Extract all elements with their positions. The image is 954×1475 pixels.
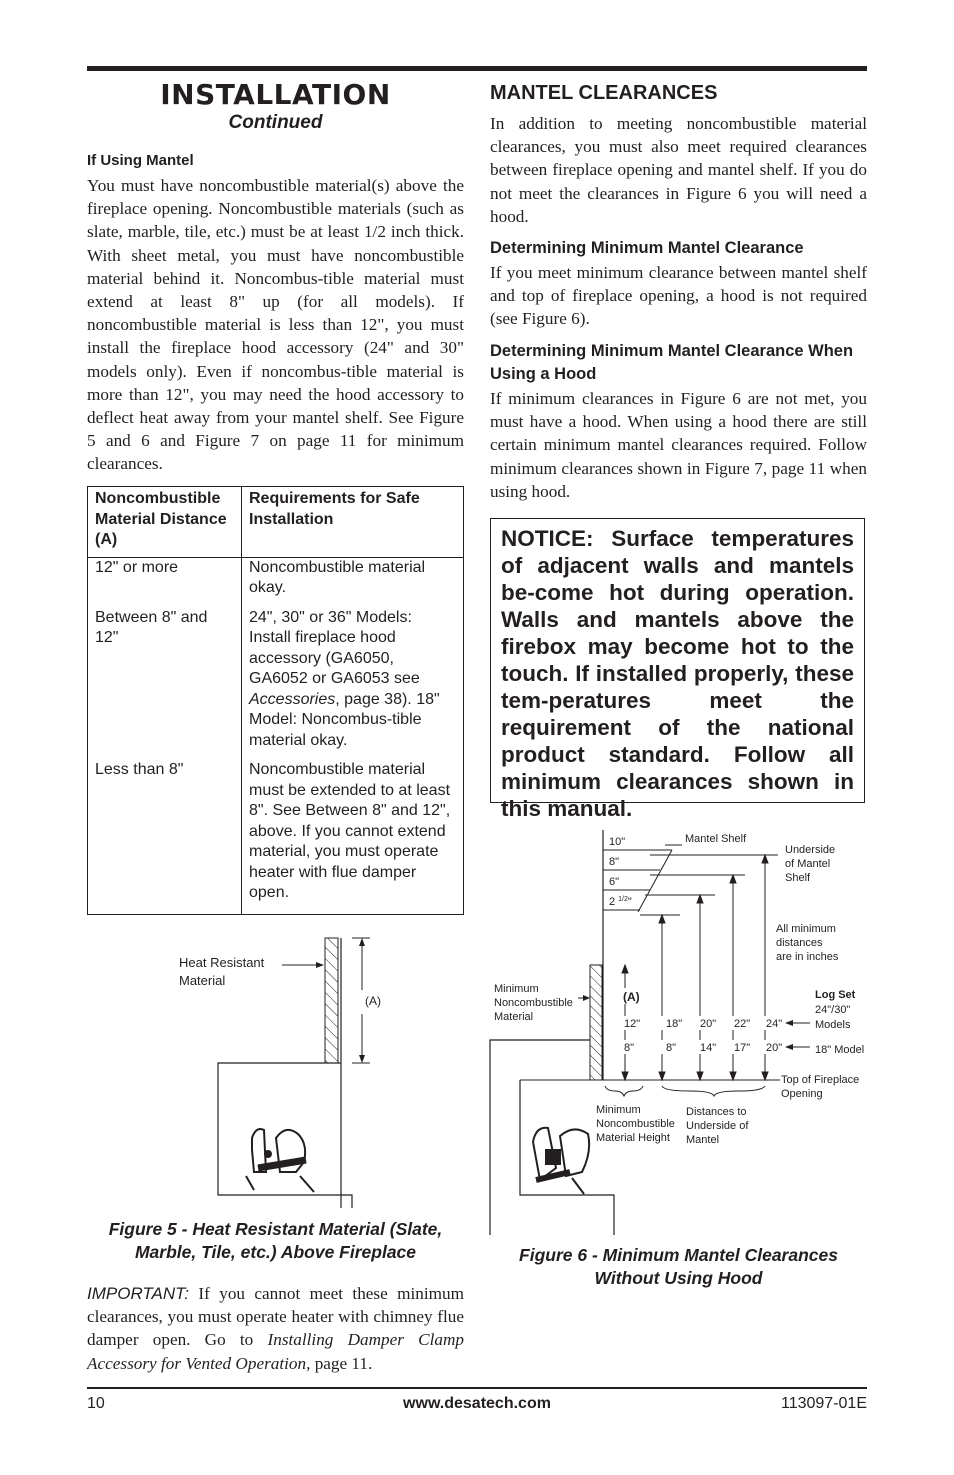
min-noncomb-label-3: Material bbox=[494, 1011, 534, 1023]
figure-5-caption: Figure 5 - Heat Resistant Material (Slate, Marble, Tile, etc.) Above Fireplace bbox=[108, 1219, 443, 1262]
underside-distance-bracket bbox=[662, 1086, 765, 1096]
important-note: IMPORTANT: If you cannot meet these minimum clearances, you must operate heater with chimney flue damper open. Go to Installing Damper Clamp Accessory for Vented Operation, page 11. bbox=[87, 1284, 464, 1373]
notice-box: NOTICE: Surface temperatures of adjacent walls and mantels be-come hot during operation. Walls and mantels above the firebox may become hot to the touch. If installed properly, these tem-peratures meet the requirement of the national product standard. Follow all minimum clearances shown in this manual. bbox=[490, 518, 865, 803]
log-models-label-1: 24"/30" bbox=[815, 1004, 851, 1016]
table-cell-distance: Less than 8" bbox=[88, 759, 242, 914]
log-set-icon bbox=[246, 1129, 314, 1192]
top-opening-label-2: Opening bbox=[781, 1088, 823, 1100]
clearance-10in-18: 17" bbox=[734, 1042, 751, 1054]
all-min-label-1: All minimum bbox=[776, 923, 836, 935]
fireplace-opening bbox=[490, 1040, 590, 1235]
all-min-label-3: are in inches bbox=[776, 951, 839, 963]
shelf-slope bbox=[638, 850, 672, 912]
min-height-label-3: Material Height bbox=[596, 1132, 670, 1144]
heat-resistant-material bbox=[325, 938, 338, 1063]
figure-6-diagram bbox=[486, 825, 870, 1240]
min-noncomb-label-1: Minimum bbox=[494, 983, 539, 995]
table-row bbox=[88, 607, 464, 760]
table-row bbox=[88, 557, 464, 607]
top-rule bbox=[87, 66, 867, 71]
heat-resistant-label-1: Heat Resistant bbox=[179, 955, 265, 970]
table-header-requirements: Requirements for Safe Installation bbox=[242, 487, 464, 558]
underside-label-1: Underside bbox=[785, 844, 836, 856]
table-cell-distance: Between 8" and 12" bbox=[88, 607, 242, 760]
hood-clearance-heading: Determining Minimum Mantel Clearance When Using a Hood bbox=[490, 342, 854, 383]
page-subtitle: Continued bbox=[228, 112, 323, 133]
dimension-a-label: (A) bbox=[623, 990, 640, 1004]
heat-resistant-label-2: Material bbox=[179, 973, 226, 988]
shelf-depth-10: 10" bbox=[609, 836, 626, 848]
page-title: INSTALLATION bbox=[160, 78, 391, 111]
log-models-label-2: Models bbox=[815, 1019, 851, 1031]
dimension-a-label: (A) bbox=[365, 994, 381, 1008]
noncombustible-height-bracket bbox=[605, 1086, 643, 1096]
table-row bbox=[88, 759, 464, 914]
damper-clamp-reference: Installing Damper Clamp Accessory for Vented Operation, bbox=[87, 1330, 464, 1373]
dist-under-label-1: Distances to bbox=[686, 1106, 747, 1118]
mantel-paragraph: You must have noncombustible material(s) above the fireplace opening. Noncombustible materials (such as slate, marble, tile, etc.) must be at least 1/2 inch thick. With sheet metal, you must have noncombustible material behind it. Noncombus-tible material must extend at least 8" up (for all models). If noncombustible material is less than 12", you must install the fireplace hood accessory (24" and 30" models only). Even if noncombus-tible material is more than 12", you may need the hood accessory to deflect heat away from your mantel shelf. See Figure 5 and 6 and Figure 7 on page 11 for minimum clearances. bbox=[87, 176, 464, 474]
min-noncomb-label-2: Noncombustible bbox=[494, 997, 573, 1009]
clearance-12in-24-30: 24" bbox=[766, 1018, 783, 1030]
fireplace-opening bbox=[218, 1063, 352, 1208]
footer-url[interactable]: www.desatech.com bbox=[403, 1395, 551, 1412]
min-height-label-2: Noncombustible bbox=[596, 1118, 675, 1130]
min-clearance-heading: Determining Minimum Mantel Clearance bbox=[490, 239, 804, 257]
clearance-6in-18: 8" bbox=[666, 1042, 677, 1054]
log-set-label: Log Set bbox=[815, 989, 856, 1001]
mantel-clearances-title: MANTEL CLEARANCES bbox=[490, 82, 718, 104]
dist-under-label-3: Mantel bbox=[686, 1134, 720, 1146]
hood-clearance-text: If minimum clearances in Figure 6 are not met, you must have a hood. When using a hood there are still certain minimum mantel clearances required. Follow minimum clearances shown in Figure 7, page 11 when using hood. bbox=[490, 389, 867, 501]
underside-label-3: Shelf bbox=[785, 872, 811, 884]
mantel-intro: In addition to meeting noncombustible material clearances, you must also meet required clearances between fireplace opening and mantel shelf. If you do not meet the clearances in Figure 6 you will need a hood. bbox=[490, 114, 867, 226]
clearance-8in-24-30: 20" bbox=[700, 1018, 717, 1030]
log-set-icon bbox=[533, 1128, 589, 1194]
clearance-12in-18: 20" bbox=[766, 1042, 783, 1054]
clearance-a-18: 8" bbox=[624, 1042, 635, 1054]
figure-5-diagram bbox=[170, 930, 381, 1212]
bottom-rule bbox=[87, 1387, 867, 1389]
shelf-depth-2-5: 2 $^{1/2}$" bbox=[609, 896, 632, 908]
table-header-distance: Noncombustible Material Distance (A) bbox=[88, 487, 242, 558]
clearance-10in-24-30: 22" bbox=[734, 1018, 751, 1030]
important-label: IMPORTANT: bbox=[87, 1284, 189, 1303]
noncombustible-material bbox=[590, 965, 602, 1080]
accessories-reference: Accessories bbox=[249, 690, 336, 708]
table-cell-requirement: 24", 30" or 36" Models: Install fireplace hood accessory (GA6050, GA6052 or GA6053 see Accessories, page 38). 18" Model: Noncombus-tible material okay. bbox=[242, 607, 464, 760]
shelf-depth-6: 6" bbox=[609, 876, 620, 888]
shelf-depth-8: 8" bbox=[609, 856, 620, 868]
if-using-mantel-heading: If Using Mantel bbox=[87, 152, 194, 169]
model-18-label: 18" Model bbox=[815, 1044, 865, 1056]
all-min-label-2: distances bbox=[776, 937, 823, 949]
document-number: 113097-01E bbox=[781, 1395, 867, 1412]
clearance-a-24-30: 12" bbox=[624, 1018, 641, 1030]
min-clearance-text: If you meet minimum clearance between mantel shelf and top of fireplace opening, a hood is not required (see Figure 6). bbox=[490, 263, 867, 329]
clearance-8in-18: 14" bbox=[700, 1042, 717, 1054]
clearance-6in-24-30: 18" bbox=[666, 1018, 683, 1030]
table-cell-distance: 12" or more bbox=[88, 557, 242, 607]
page-number: 10 bbox=[87, 1395, 105, 1412]
figure-6-caption: Figure 6 - Minimum Mantel Clearances Without Using Hood bbox=[519, 1245, 838, 1288]
dist-under-label-2: Underside of bbox=[686, 1120, 749, 1132]
requirements-table bbox=[87, 486, 464, 915]
underside-label-2: of Mantel bbox=[785, 858, 831, 870]
min-height-label-1: Minimum bbox=[596, 1104, 641, 1116]
table-cell-requirement: Noncombustible material must be extended to at least 8". See Between 8" and 12", above. If you cannot extend material, you must operate heater with flue damper open. bbox=[242, 759, 464, 914]
mantel-shelf-label: Mantel Shelf bbox=[685, 833, 747, 845]
table-cell-requirement: Noncombustible material okay. bbox=[242, 557, 464, 607]
top-opening-label-1: Top of Fireplace bbox=[781, 1074, 860, 1086]
